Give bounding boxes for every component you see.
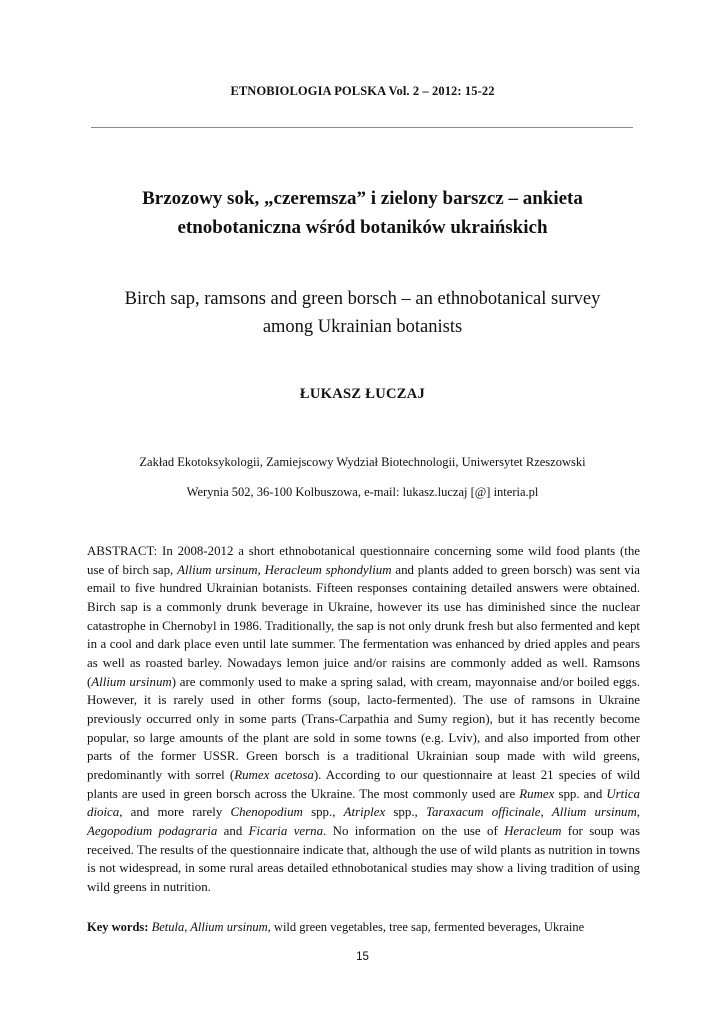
abstract-text: for soup was received. The results of the questionnaire indicate that, although the use of wild plants as nutrition in towns is not widespread, in some rural areas detailed ethnobotanical studies may show a living tradition of using wild greens in nutrition. [87,823,640,894]
abstract-species: Atriplex [343,805,386,820]
title-english [90,285,635,341]
keywords-list: wild green vegetables, tree sap, fermented beverages, Ukraine [270,920,585,934]
abstract-species: Allium ursinum, Heracleum sphondylium [177,562,392,577]
abstract-text: and plants added to green borsch) was sent via email to five hundred Ukrainian botanists. Fifteen responses containing detailed answers were obtained. Birch sap is a commonly drunk beverage in Ukraine, however its use has diminished since the nuclear catastrophe in Chernobyl in 1986. Traditionally, the sap is not only drunk fresh but also fermented and kept in a cool and dark place even until late summer. The fermentation was enhanced by dried apples and pears as well as roasted barley. Nowadays lemon juice and/or raisins are commonly added as well. Ramsons ( [87,562,641,689]
abstract-species: Chenopodium [230,805,303,820]
abstract-text: . No information on the use of [323,823,505,838]
abstract-species: Ficaria verna [248,823,324,838]
author-name: ŁUKASZ ŁUCZAJ [299,386,426,402]
keywords-italic: Betula, Allium ursinum, [151,920,271,934]
abstract-text: spp. and [554,786,607,801]
abstract [87,542,640,896]
header-rule [91,127,633,128]
abstract-text: and more rarely [122,805,231,820]
abstract-text: , [540,805,552,820]
abstract-text: spp., [302,805,344,820]
abstract-text: spp., [385,805,426,820]
abstract-text: ) are commonly used to make a spring salad, with cream, mayonnaise and/or boiled eggs. However, it is rarely used in other forms (soup, lacto-fermented). The use of ramsons in Ukraine previously occurred only in some parts (Trans-Carpathia and Sumy region), but it has recently become popular, so large amounts of the plant are sold in some towns (e.g. Lviv), and also imported from other parts of the former USSR. Green borsch is a traditional Ukrainian soup made with wild greens, predominantly with sorrel ( [87,674,640,782]
abstract-species: Allium ursinum, Aegopodium podagraria [87,805,640,838]
abstract-species: Taraxacum officinale [426,805,541,820]
title-polish [100,184,625,242]
abstract-species: Rumex [519,786,555,801]
title-english-line-1: Birch sap, ramsons and green borsch – an ethnobotanical survey [124,289,601,309]
author-address: Werynia 502, 36-100 Kolbuszowa, e-mail: lukasz.luczaj [@] interia.pl [186,485,539,499]
abstract-text: and [217,823,249,838]
abstract-species: Rumex acetosa [234,767,314,782]
abstract-species: Allium ursinum [91,674,172,689]
author-affiliation: Zakład Ekotoksykologii, Zamiejscowy Wydział Biotechnologii, Uniwersytet Rzeszowski [139,455,586,469]
page-number: 15 [356,951,369,963]
title-polish-line-2: etnobotaniczna wśród botaników ukraińskich [177,217,548,238]
journal-header: ETNOBIOLOGIA POLSKA Vol. 2 – 2012: 15-22 [230,84,495,98]
abstract-species: Heracleum [504,823,562,838]
abstract-species: Urtica dioica, [87,786,640,820]
abstract-text: ). According to our questionnaire at least 21 species of wild plants are used in green borsch across the Ukraine. The most commonly used are [87,767,640,801]
title-english-line-2: among Ukrainian botanists [262,317,463,337]
title-polish-line-1: Brzozowy sok, „czeremsza” i zielony barszcz – ankieta [142,188,583,209]
abstract-text: ABSTRACT: In 2008-2012 a short ethnobotanical questionnaire concerning some wild food plants (the use of birch sap, [87,544,640,577]
keywords [87,920,647,935]
keywords-label: Key words: [87,920,149,934]
